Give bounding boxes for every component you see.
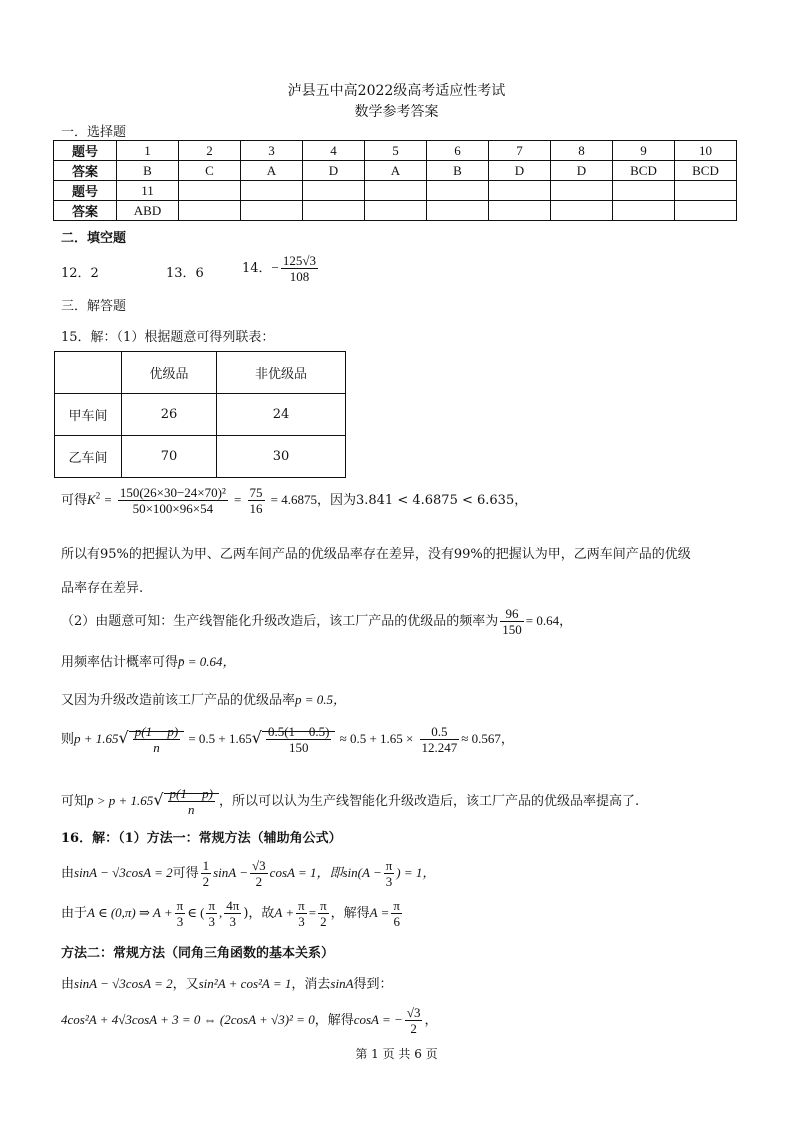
table-cell: [179, 201, 241, 221]
pi-den: 6: [393, 914, 400, 929]
table-cell: [365, 201, 427, 221]
before-value: p = 0.5，: [295, 692, 347, 707]
table-cell: ABD: [117, 201, 179, 221]
part2-num: 96: [500, 606, 524, 622]
table-cell: 2: [179, 141, 241, 161]
table-cell: 10: [675, 141, 737, 161]
q16-line1: [61, 858, 435, 889]
q15-estimate: [61, 651, 236, 670]
table-cell: 非优级品: [217, 352, 346, 394]
sqrt3-half-fraction: [405, 1005, 423, 1036]
final-symbol: p̄ > p + 1.65: [87, 793, 154, 808]
table-row: [54, 201, 737, 221]
q16-method2: 方法二：常规方法（同角三角函数的基本关系）: [61, 946, 335, 961]
table-cell: [427, 181, 489, 201]
calc-a: p + 1.65: [74, 731, 119, 746]
table-cell: B: [427, 161, 489, 181]
table-cell: 优级品: [122, 352, 217, 394]
table-cell: [241, 181, 303, 201]
estimate-value: p̄ = 0.64，: [178, 654, 236, 669]
table-cell: C: [179, 161, 241, 181]
q15-final: [61, 786, 639, 817]
line1-b: 可得: [172, 866, 199, 881]
sqrt3-den: 2: [410, 1021, 417, 1036]
pi-den: 3: [176, 914, 184, 929]
pi-half-fraction: [318, 898, 329, 929]
part2-text: （2）由题意可知：生产线智能化升级改造后，该工厂产品的优级品的频率为: [61, 614, 499, 629]
table-cell: 24: [217, 394, 346, 436]
before-text: 又因为升级改造前该工厂产品的优级品率: [61, 693, 296, 708]
final-sqrt-num: p(1 − p): [169, 786, 213, 801]
k2-prefix: 可得: [61, 493, 88, 508]
table-cell: [303, 181, 365, 201]
part2-den: 150: [502, 622, 522, 637]
calc-sqrt2-num: 0.5(1 − 0.5): [267, 724, 330, 739]
table-cell: [55, 352, 122, 394]
table-row: [55, 394, 346, 436]
pi-num: π: [208, 898, 216, 913]
pi-den: 3: [298, 914, 305, 929]
calc-b: = 0.5 + 1.65: [188, 731, 252, 746]
four-pi-den: 3: [229, 914, 237, 929]
line2-a: 由于: [61, 906, 88, 921]
line4-d: ，: [424, 1013, 438, 1028]
q15-part2: [61, 606, 572, 637]
pi-den: 3: [208, 914, 215, 929]
line3-c: sin²A + cos²A = 1: [198, 976, 292, 991]
table-cell: [427, 201, 489, 221]
table-cell: 8: [551, 141, 613, 161]
line2-f: A +: [274, 905, 295, 920]
line2-b: A ∈ (0,π) ⇒ A +: [87, 905, 173, 920]
row-header: 题号: [54, 141, 117, 161]
section-fill-heading: 二．填空题: [61, 231, 127, 246]
table-cell: 5: [365, 141, 427, 161]
pi-num: π: [320, 898, 327, 913]
q16-line2: [61, 898, 404, 929]
pi-den: 2: [320, 914, 327, 929]
q14-fraction: [281, 253, 318, 284]
line3-a: 由: [61, 977, 75, 992]
table-cell: [489, 201, 551, 221]
line3-d: ，消去: [291, 977, 331, 992]
sqrt-icon: √: [118, 728, 129, 747]
table-cell: 1: [117, 141, 179, 161]
table-cell: 11: [117, 181, 179, 201]
line1-a: 由: [61, 866, 75, 881]
table-cell: 30: [217, 436, 346, 478]
table-cell: 9: [613, 141, 675, 161]
line4-c: cosA = −: [353, 1012, 403, 1027]
part2-fraction: [500, 606, 524, 637]
pi-sixth-fraction: [391, 898, 402, 929]
k2-frac-den: 16: [249, 501, 263, 516]
calc-prefix: 则: [61, 732, 75, 747]
section-choice-heading: 一．选择题: [61, 125, 127, 140]
k2-symbol: K: [87, 492, 96, 507]
line2-i: A =: [369, 905, 390, 920]
table-cell: 乙车间: [55, 436, 122, 478]
half-fraction: [201, 858, 212, 889]
table-row: [55, 352, 346, 394]
final-sqrt-den: n: [187, 802, 195, 817]
calc-fraction: [420, 724, 460, 755]
line2-h: ，解得: [330, 906, 370, 921]
k2-sup: 2: [95, 490, 101, 501]
pi-third-fraction: [175, 898, 186, 929]
k2-frac-num: 75: [249, 485, 263, 500]
table-row: [54, 141, 737, 161]
table-cell: [551, 181, 613, 201]
k2-denominator: 50×100×96×54: [132, 501, 214, 516]
k2-result: = 4.6875: [270, 492, 317, 507]
calc-sqrt-num: p(1 − p): [134, 724, 179, 739]
table-row: [55, 436, 346, 478]
table-cell: [551, 201, 613, 221]
table-cell: D: [303, 161, 365, 181]
row-header: 答案: [54, 161, 117, 181]
line1-d: cosA = 1，即: [269, 865, 343, 880]
q15-conclusion-line1: 所以有95%的把握认为甲、乙两车间产品的优级品率存在差异，没有99%的把握认为甲，乙两车间产品的优级: [61, 547, 691, 562]
line4-b: ，解得: [314, 1013, 354, 1028]
table-cell: [675, 181, 737, 201]
answer-q13: 13．6: [166, 266, 204, 281]
table-cell: [365, 181, 427, 201]
table-cell: D: [489, 161, 551, 181]
calc-sqrt2-fraction: [266, 724, 332, 755]
line3-f: 得到：: [353, 977, 393, 992]
line2-g: =: [308, 905, 317, 920]
line2-d: ,: [219, 905, 223, 920]
line3-b: ，又: [172, 977, 199, 992]
table-cell: 26: [122, 394, 217, 436]
calc-sqrt-fraction: [133, 724, 180, 755]
calc-c: ≈ 0.5 + 1.65 ×: [339, 731, 414, 746]
final-prefix: 可知: [61, 794, 88, 809]
estimate-text: 用频率估计概率可得: [61, 655, 179, 670]
table-row: [54, 181, 737, 201]
final-sqrt-fraction: [168, 786, 215, 817]
answer-q12: 12．2: [61, 266, 99, 281]
half-den: 2: [202, 874, 210, 889]
table-cell: [613, 201, 675, 221]
table-cell: BCD: [675, 161, 737, 181]
table-cell: A: [365, 161, 427, 181]
calc-sqrt2-den: 150: [288, 740, 309, 755]
pi-num: π: [393, 898, 400, 913]
table-cell: 6: [427, 141, 489, 161]
q14-numerator: 125√3: [282, 253, 317, 268]
line2-c: ∈ (: [187, 905, 205, 920]
four-pi-third-fraction: [224, 898, 241, 929]
table-cell: 4: [303, 141, 365, 161]
calc-d: ≈ 0.567，: [461, 731, 514, 746]
pi-third-fraction: [206, 898, 217, 929]
table-cell: [675, 201, 737, 221]
line1-e: sin(A −: [342, 865, 382, 880]
q14-label: 14．: [242, 261, 272, 276]
table-row: [54, 161, 737, 181]
q15-conclusion-line2: 品率存在差异.: [61, 581, 144, 596]
q16-line4: [61, 1005, 437, 1036]
pi-num: π: [176, 898, 184, 913]
line1-c: sinA −: [213, 865, 249, 880]
table-cell: B: [117, 161, 179, 181]
sqrt3-num: √3: [406, 1005, 421, 1020]
q15-calc: [61, 724, 514, 755]
pi-num: π: [385, 858, 393, 873]
q14-denominator: 108: [289, 269, 310, 284]
q15-before: [61, 689, 346, 708]
page-footer: 第 1 页 共 6 页: [355, 1047, 438, 1061]
table-cell: 甲车间: [55, 394, 122, 436]
line4-a: 4cos²A + 4√3cosA + 3 = 0 ⇔ (2cosA + √3)² = 0: [61, 1012, 315, 1027]
section-solve-heading: 三．解答题: [61, 299, 127, 314]
q16-line3: [61, 973, 393, 992]
table-cell: 7: [489, 141, 551, 161]
line3-eq: sinA − √3cosA = 2: [74, 976, 173, 991]
k2-equation: [61, 485, 527, 516]
k2-numerator: 150(26×30−24×70)²: [119, 485, 226, 500]
row-header: 题号: [54, 181, 117, 201]
answer-q14: [242, 253, 320, 284]
line1-f: ) = 1，: [396, 865, 436, 880]
k2-eq2: =: [234, 492, 242, 507]
line3-e: sinA: [330, 976, 354, 991]
calc-frac-den: 12.247: [421, 740, 458, 755]
table-cell: [179, 181, 241, 201]
k2-because: ，因为3.841 < 4.6875 < 6.635，: [316, 493, 528, 508]
line2-e: )，故: [243, 906, 275, 921]
table-cell: 70: [122, 436, 217, 478]
pi-num: π: [298, 898, 305, 913]
four-pi-num: 4π: [226, 898, 240, 913]
row-header: 答案: [54, 201, 117, 221]
calc-frac-num: 0.5: [420, 724, 460, 740]
half-num: 1: [202, 858, 210, 873]
pi-den: 3: [385, 874, 393, 889]
table-cell: 3: [241, 141, 303, 161]
table-cell: BCD: [613, 161, 675, 181]
sqrt3-half-fraction: [250, 858, 268, 889]
table-cell: [613, 181, 675, 201]
final-text: ，所以可以认为生产线智能化升级改造后，该工厂产品的优级品率提高了.: [218, 794, 640, 809]
table-cell: D: [551, 161, 613, 181]
sqrt3-den: 2: [255, 874, 263, 889]
sqrt3-num: √3: [252, 858, 266, 873]
sqrt-icon: √: [153, 790, 164, 809]
pi-third-fraction: [296, 898, 307, 929]
k2-fraction: [118, 485, 228, 516]
calc-sqrt-den: n: [153, 740, 160, 755]
table-cell: [241, 201, 303, 221]
table-cell: [303, 201, 365, 221]
sqrt-icon: √: [251, 728, 262, 747]
q16-intro: 16．解：（1）方法一：常规方法（辅助角公式）: [61, 831, 342, 846]
q15-intro: 15．解：（1）根据题意可得列联表：: [61, 330, 275, 345]
table-cell: A: [241, 161, 303, 181]
exam-subtitle: 数学参考答案: [354, 104, 439, 120]
pi-third-fraction: [384, 858, 395, 889]
line1-eq: sinA − √3cosA = 2: [74, 865, 173, 880]
q14-sign: −: [271, 260, 279, 275]
table-cell: [489, 181, 551, 201]
exam-title: 泸县五中高2022级高考适应性考试: [287, 83, 506, 99]
k2-fraction-2: [248, 485, 265, 516]
answer-table: [53, 140, 737, 221]
contingency-table: [54, 351, 346, 478]
k2-eq: =: [104, 492, 112, 507]
part2-result: = 0.64，: [525, 613, 573, 628]
